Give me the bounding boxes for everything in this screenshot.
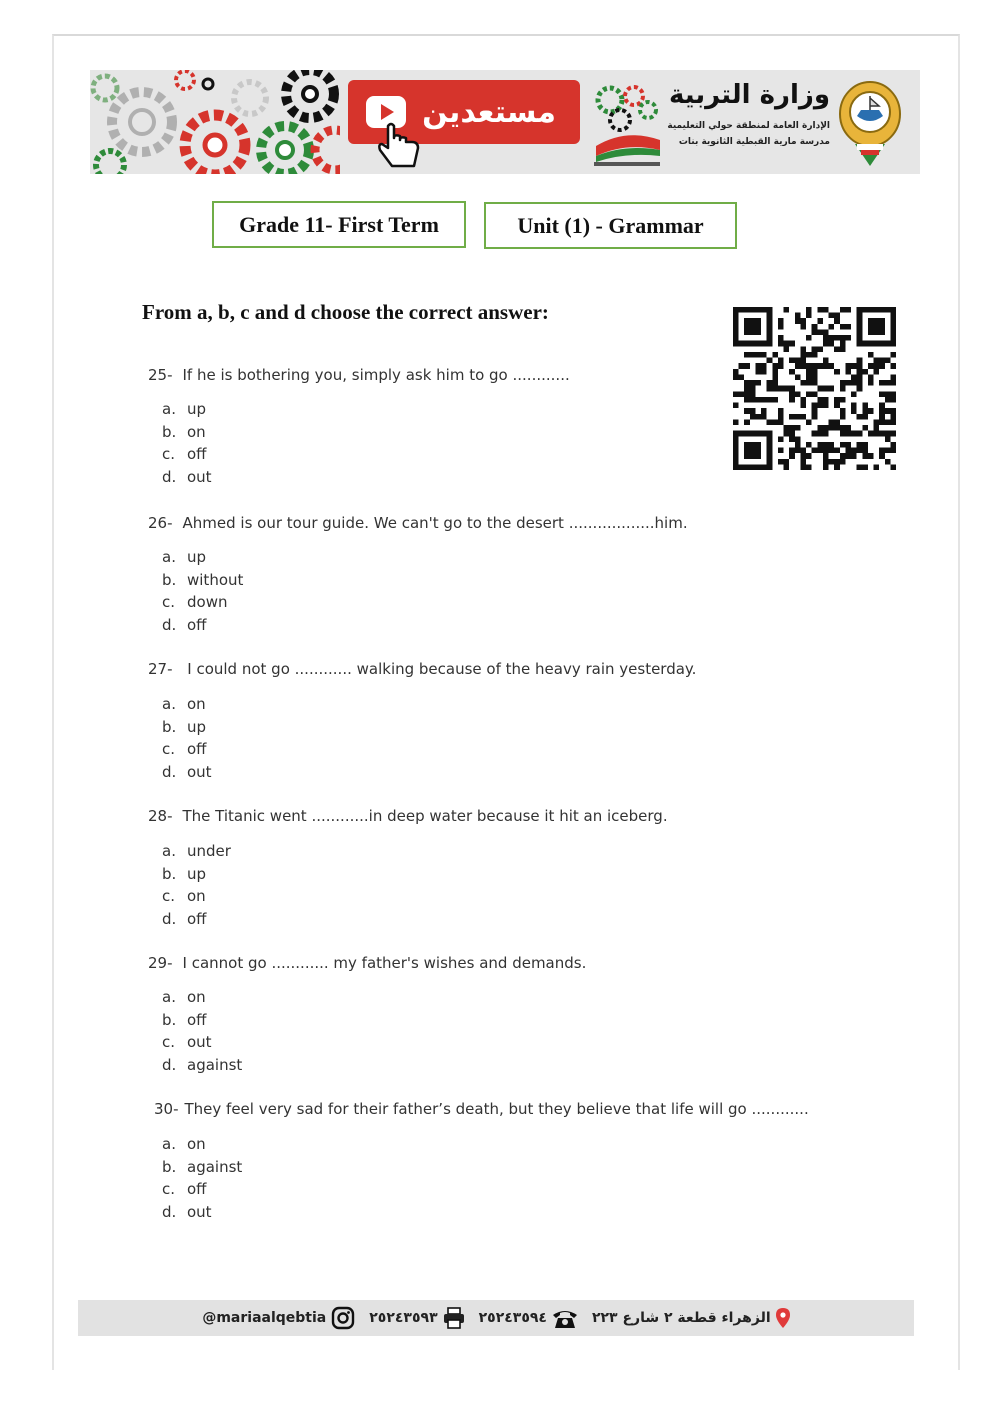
kuwait-emblem-icon bbox=[835, 76, 905, 168]
option-b[interactable]: b. off bbox=[162, 1010, 207, 1029]
option-d[interactable]: d. off bbox=[162, 909, 207, 928]
option-a[interactable]: a. up bbox=[162, 548, 207, 566]
option-c[interactable]: c. down bbox=[162, 593, 228, 611]
option-d[interactable]: d. out bbox=[162, 467, 212, 486]
footer-contact-bar bbox=[78, 1300, 914, 1336]
instagram-handle: @mariaalqebtia bbox=[202, 1310, 327, 1326]
option-b[interactable]: b. without bbox=[162, 570, 244, 589]
phone-contact bbox=[479, 1307, 578, 1329]
option-c[interactable]: c. off bbox=[162, 445, 207, 463]
option-c[interactable]: c. on bbox=[162, 887, 206, 905]
ministry-title: وزارة التربية bbox=[668, 80, 830, 110]
question-text: The Titanic went ............in deep water because it hit an iceberg. bbox=[182, 807, 668, 825]
question-number: 25- bbox=[148, 366, 173, 384]
question-number: 26- bbox=[148, 514, 173, 532]
question-28 bbox=[148, 807, 668, 825]
question-text: They feel very sad for their father’s death, but they believe that life will go ............ bbox=[184, 1100, 809, 1118]
fax-printer-icon bbox=[443, 1307, 465, 1329]
option-a[interactable]: a. up bbox=[162, 400, 207, 418]
address-contact bbox=[592, 1308, 790, 1328]
school-name: مدرسة مارية القبطية الثانوية بنات bbox=[678, 137, 830, 147]
question-number: 27- bbox=[148, 660, 173, 678]
question-25 bbox=[148, 366, 570, 384]
gears-decoration-icon bbox=[90, 70, 340, 174]
fax-number: ٢٥٢٤٣٥٩٣ bbox=[369, 1310, 438, 1326]
question-text: I cannot go ............ my father's wishes and demands. bbox=[182, 954, 587, 972]
option-d[interactable]: d. off bbox=[162, 615, 207, 634]
location-pin-icon bbox=[776, 1308, 790, 1328]
phone-number: ٢٥٢٤٣٥٩٤ bbox=[478, 1310, 547, 1326]
question-text: I could not go ............ walking because of the heavy rain yesterday. bbox=[182, 660, 697, 678]
option-a[interactable]: a. under bbox=[162, 842, 231, 860]
options-30 bbox=[162, 1133, 242, 1223]
instruction-heading: From a, b, c and d choose the correct answer: bbox=[142, 300, 549, 324]
ministry-header bbox=[665, 72, 830, 172]
question-27 bbox=[148, 660, 696, 678]
question-26 bbox=[148, 514, 688, 532]
hand-cursor-icon bbox=[378, 122, 430, 172]
options-27 bbox=[162, 693, 212, 783]
question-number: 28- bbox=[148, 807, 173, 825]
option-b[interactable]: b. up bbox=[162, 864, 207, 883]
option-a[interactable]: a. on bbox=[162, 988, 206, 1006]
options-26 bbox=[162, 546, 243, 636]
question-29 bbox=[148, 954, 586, 972]
option-c[interactable]: c. off bbox=[162, 1180, 207, 1198]
options-25 bbox=[162, 398, 212, 488]
question-text: Ahmed is our tour guide. We can't go to the desert ..................him. bbox=[182, 514, 688, 532]
qr-code-icon bbox=[733, 307, 896, 470]
ministry-directorate: الإدارة العامة لمنطقة حولي التعليمية bbox=[667, 121, 830, 131]
option-d[interactable]: d. against bbox=[162, 1055, 243, 1074]
option-b[interactable]: b. on bbox=[162, 422, 206, 441]
school-logo-icon bbox=[590, 76, 662, 168]
fax-contact bbox=[369, 1307, 464, 1329]
unit-title-box: Unit (1) - Grammar bbox=[484, 202, 737, 249]
option-c[interactable]: c. out bbox=[162, 1033, 212, 1051]
grade-title-box: Grade 11- First Term bbox=[212, 201, 466, 248]
address-text: الزهراء قطعة ٢ شارع ٢٢٣ bbox=[591, 1310, 771, 1326]
header-banner bbox=[90, 70, 920, 174]
options-28 bbox=[162, 840, 231, 930]
question-30 bbox=[154, 1100, 809, 1118]
options-29 bbox=[162, 986, 242, 1076]
option-b[interactable]: b. against bbox=[162, 1157, 243, 1176]
option-d[interactable]: d. out bbox=[162, 1202, 212, 1221]
instagram-contact[interactable] bbox=[202, 1306, 355, 1330]
option-a[interactable]: a. on bbox=[162, 695, 206, 713]
question-text: If he is bothering you, simply ask him to go ............ bbox=[182, 366, 570, 384]
option-d[interactable]: d. out bbox=[162, 762, 212, 781]
option-b[interactable]: b. up bbox=[162, 717, 207, 736]
instagram-icon bbox=[331, 1306, 355, 1330]
option-c[interactable]: c. off bbox=[162, 740, 207, 758]
channel-name: مستعدين bbox=[422, 94, 556, 130]
question-number: 29- bbox=[148, 954, 173, 972]
question-number: 30- bbox=[154, 1100, 179, 1118]
option-a[interactable]: a. on bbox=[162, 1135, 206, 1153]
telephone-icon bbox=[552, 1307, 578, 1329]
